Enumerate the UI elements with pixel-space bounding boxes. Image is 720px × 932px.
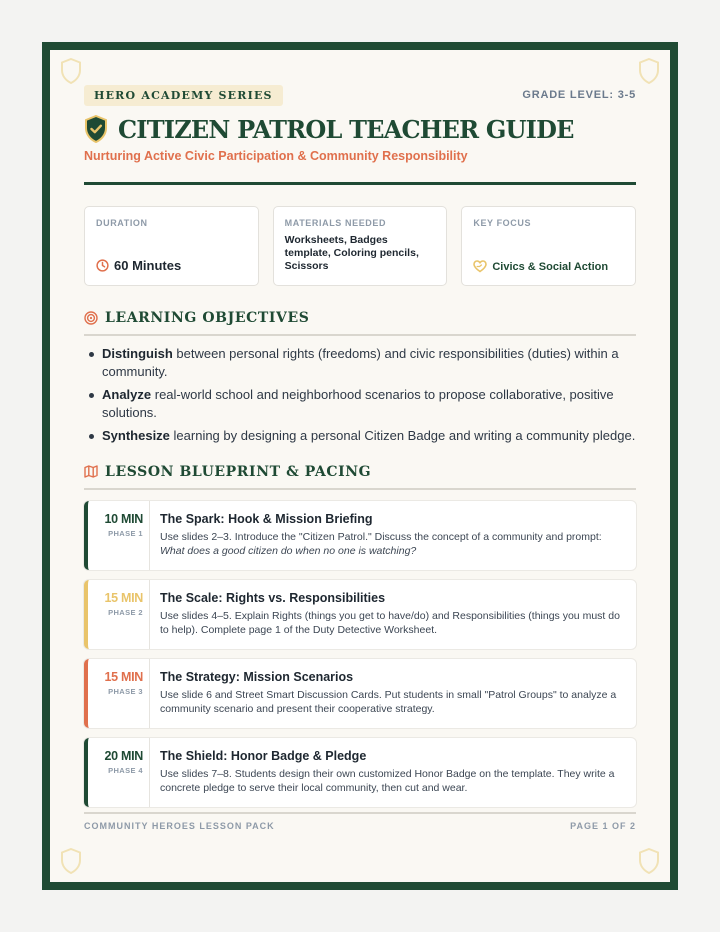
- phase-body: [150, 738, 636, 807]
- corner-shield-icon: [60, 58, 82, 84]
- series-badge: HERO ACADEMY SERIES: [84, 85, 283, 106]
- phase-desc-italic: What does a good citizen do when no one is watching?: [160, 544, 417, 557]
- page-content: [84, 84, 636, 882]
- page-sheet: [50, 50, 670, 882]
- title-row: [84, 114, 636, 144]
- duration-card: [84, 206, 259, 286]
- materials-card: [273, 206, 448, 286]
- phase-body: [150, 659, 636, 728]
- phase-minutes: 15 MIN: [104, 590, 143, 605]
- phase-time: [88, 501, 150, 570]
- phase-body: [150, 580, 636, 649]
- footer-page-number: PAGE 1 OF 2: [570, 820, 636, 831]
- phase-title: The Strategy: Mission Scenarios: [160, 669, 354, 684]
- target-icon: [84, 311, 98, 325]
- phase-number: PHASE 2: [108, 607, 143, 617]
- objective-text: learning by designing a personal Citizen Badge and writing a community pledge.: [169, 428, 636, 443]
- phase-title: The Scale: Rights vs. Responsibilities: [160, 590, 386, 605]
- phase-card: [84, 580, 636, 649]
- phase-minutes: 10 MIN: [104, 511, 143, 526]
- duration-row: [96, 258, 181, 273]
- corner-shield-icon: [638, 58, 660, 84]
- blueprint-title: LESSON BLUEPRINT & PACING: [105, 463, 372, 480]
- duration-label: DURATION: [96, 218, 148, 228]
- objectives-divider: [84, 334, 636, 336]
- corner-shield-icon: [60, 848, 82, 874]
- phase-list: [84, 501, 636, 807]
- corner-shield-icon: [638, 848, 660, 874]
- phase-card: [84, 501, 636, 570]
- phase-number: PHASE 1: [108, 528, 143, 538]
- summary-cards: [84, 206, 636, 286]
- focus-label: KEY FOCUS: [473, 218, 532, 228]
- objective-item: [89, 386, 636, 421]
- page-title: CITIZEN PATROL TEACHER GUIDE: [118, 114, 574, 144]
- objective-item: [89, 427, 636, 445]
- phase-desc-text: Use slides 2–3. Introduce the "Citizen Patrol." Discuss the concept of a community and prompt:: [160, 530, 602, 543]
- blueprint-header: [84, 462, 636, 482]
- clock-icon: [96, 259, 109, 272]
- phase-description: [160, 530, 624, 558]
- grade-level: GRADE LEVEL: 3-5: [522, 89, 636, 101]
- focus-row: [473, 260, 608, 273]
- phase-card: [84, 659, 636, 728]
- phase-body: [150, 501, 636, 570]
- materials-value: Worksheets, Badges template, Coloring pencils, Scissors: [284, 234, 419, 272]
- objective-text: between personal rights (freedoms) and civic responsibilities (duties) within a community.: [102, 346, 619, 379]
- objective-item: [89, 345, 636, 380]
- phase-minutes: 15 MIN: [104, 669, 143, 684]
- objective-lead: Synthesize: [102, 428, 170, 443]
- duration-value: 60 Minutes: [114, 258, 182, 273]
- focus-card: [461, 206, 636, 286]
- phase-time: [88, 580, 150, 649]
- heart-hands-icon: [473, 260, 487, 273]
- phase-description: Use slides 4–5. Explain Rights (things you get to have/do) and Responsibilities (things you must do to help). Complete page 1 of the Duty Detective Worksheet.: [160, 609, 620, 636]
- phase-minutes: 20 MIN: [104, 748, 143, 763]
- map-icon: [84, 465, 98, 478]
- phase-time: [88, 659, 150, 728]
- phase-title: The Spark: Hook & Mission Briefing: [160, 511, 373, 526]
- phase-time: [88, 738, 150, 807]
- objectives-header: [84, 308, 636, 328]
- phase-number: PHASE 3: [108, 686, 143, 696]
- focus-value: Civics & Social Action: [492, 260, 609, 273]
- shield-check-icon: [84, 115, 108, 143]
- phase-card: [84, 738, 636, 807]
- objective-lead: Analyze: [102, 387, 152, 402]
- footer-divider: [84, 812, 636, 814]
- objective-text: real-world school and neighborhood scenarios to propose collaborative, positive solutions.: [102, 387, 614, 420]
- phase-number: PHASE 4: [108, 765, 143, 775]
- header-top-row: [84, 84, 636, 106]
- phase-description: Use slide 6 and Street Smart Discussion Cards. Put students in small "Patrol Groups" to analyze a community scenario and present their cooperative strategy.: [160, 688, 617, 715]
- materials-label: MATERIALS NEEDED: [284, 218, 387, 228]
- objectives-title: LEARNING OBJECTIVES: [105, 310, 310, 326]
- footer-pack-name: COMMUNITY HEROES LESSON PACK: [84, 820, 275, 831]
- objective-lead: Distinguish: [102, 346, 173, 361]
- phase-description: Use slides 7–8. Students design their own customized Honor Badge on the template. They write a concrete pledge to serve their local community, then cut and wear.: [160, 767, 615, 794]
- header-divider: [84, 182, 636, 185]
- objectives-list: [84, 345, 636, 445]
- page-subtitle: Nurturing Active Civic Participation & Community Responsibility: [84, 149, 468, 163]
- phase-title: The Shield: Honor Badge & Pledge: [160, 748, 367, 763]
- blueprint-divider: [84, 488, 636, 490]
- page-border: [42, 42, 678, 890]
- footer: [84, 821, 636, 831]
